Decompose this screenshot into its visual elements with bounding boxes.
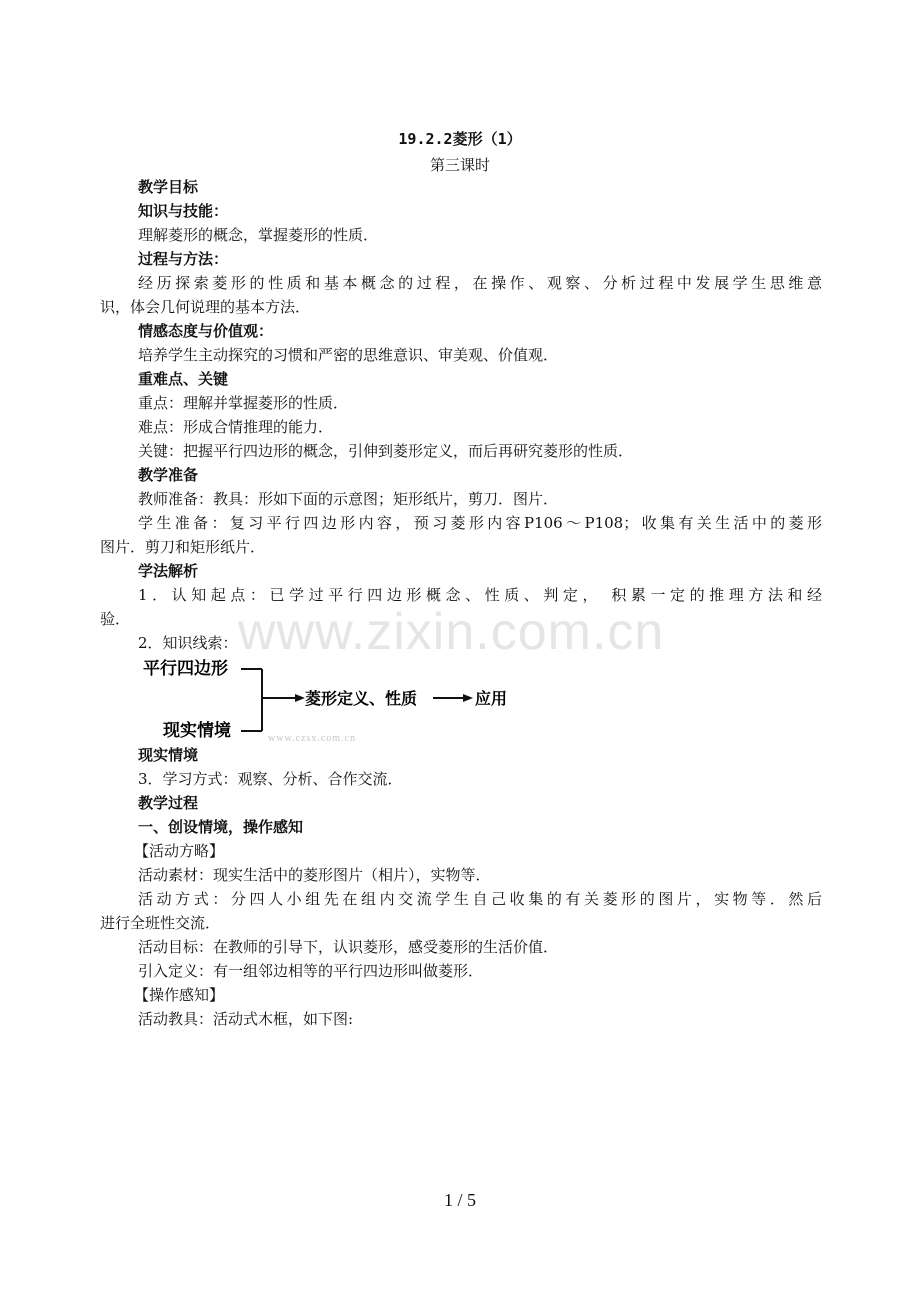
text-method-item2: 2．知识线索： [138,634,238,652]
text-student-prep-line1: 学生准备：复习平行四边形内容，预习菱形内容P106～P108；收集有关生活中的菱形 [138,514,822,532]
text-process-methods-line2: 识，体会几何说理的基本方法． [100,298,311,316]
text-method-item3: 3．学习方式：观察、分析、合作交流． [138,770,403,788]
document-title: 19.2.2菱形（1） [398,130,522,148]
text-process-methods-line1: 经历探索菱形的性质和基本概念的过程，在操作、观察、分析过程中发展学生思维意 [138,274,822,292]
heading-teaching-goals: 教学目标 [138,178,199,196]
heading-emotion-values: 情感态度与价值观： [138,322,274,340]
text-difficulty: 难点：形成合情推理的能力． [138,418,334,436]
heading-key-points: 重难点、关键 [138,370,229,388]
label-operation-perception: 【操作感知】 [134,986,225,1004]
text-emotion-values: 培养学生主动探究的习惯和严密的思维意识、审美观、价值观． [138,346,559,364]
text-activity-material: 活动素材：现实生活中的菱形图片（相片），实物等． [138,866,491,884]
text-key: 关键：把握平行四边形的概念，引伸到菱形定义，而后再研究菱形的性质． [138,442,634,460]
diagram-arrow-2-head [463,694,473,702]
heading-teaching-prep: 教学准备 [138,466,199,484]
watermark-czsx: www.czsx.com.cn [268,733,356,744]
document-subtitle: 第三课时 [429,156,490,174]
text-activity-mode-line1: 活动方式：分四人小组先在组内交流学生自己收集的有关菱形的图片，实物等．然后 [138,890,822,908]
text-activity-tool: 活动教具：活动式木框，如下图: [138,1010,354,1028]
heading-teaching-process: 教学过程 [138,794,199,812]
text-method-item1-line1: 1．认知起点：已学过平行四边形概念、性质、判定， 积累一定的推理方法和经 [138,586,822,604]
text-teacher-prep: 教师准备：教具：形如下面的示意图；矩形纸片，剪刀．图片． [138,490,559,508]
text-activity-mode-line2: 进行全班性交流． [100,914,221,932]
diagram-node-application: 应用 [475,689,508,708]
text-activity-goal: 活动目标：在教师的引导下，认识菱形，感受菱形的生活价值． [138,938,559,956]
diagram-arrow-1-head [295,694,305,702]
heading-learning-method: 学法解析 [138,562,199,580]
diagram-node-parallelogram: 平行四边形 [143,659,228,679]
heading-process-methods: 过程与方法： [138,250,229,268]
text-student-prep-line2: 图片．剪刀和矩形纸片． [100,538,266,556]
watermark-zixin: www.zixin.com.cn [238,603,665,661]
diagram-node-reality: 现实情境 [163,721,231,741]
label-activity-strategy: 【活动方略】 [134,842,225,860]
heading-knowledge-skills: 知识与技能： [138,202,229,220]
text-knowledge-skills: 理解菱形的概念，掌握菱形的性质． [138,226,379,244]
label-reality: 现实情境 [138,746,199,764]
text-focus: 重点：理解并掌握菱形的性质． [138,394,349,412]
text-method-item1-line2: 验． [100,610,131,628]
heading-section-1: 一、创设情境，操作感知 [138,818,304,836]
page-number: 1 / 5 [443,1190,476,1210]
text-definition: 引入定义：有一组邻边相等的平行四边形叫做菱形． [138,962,484,980]
diagram-node-rhombus: 菱形定义、性质 [305,689,418,708]
